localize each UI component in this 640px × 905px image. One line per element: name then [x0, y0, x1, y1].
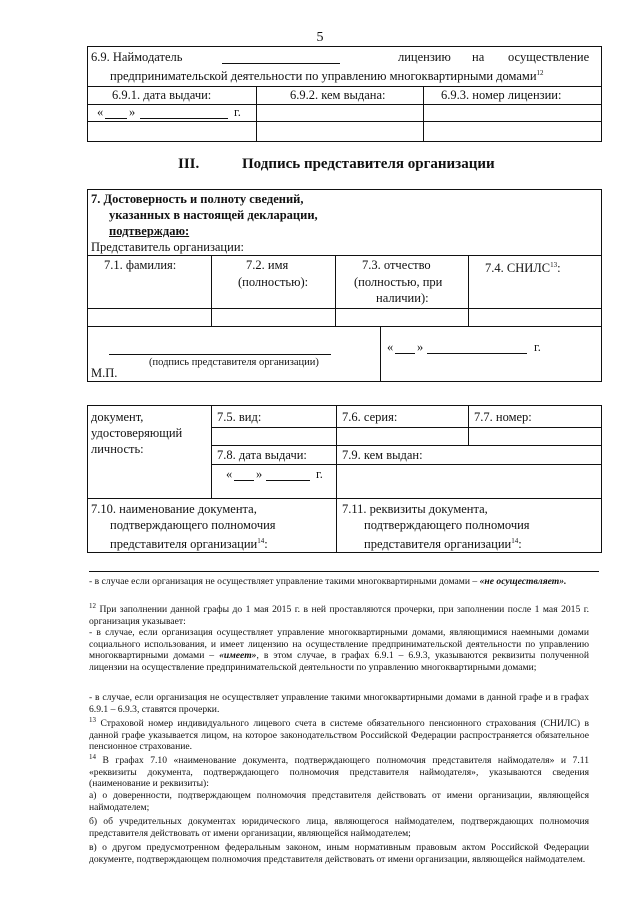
- field-7-10-label: 7.10. наименование документа,: [91, 502, 257, 516]
- implementation-word: осуществление: [508, 50, 590, 64]
- snils-input[interactable]: [469, 309, 601, 325]
- landlord-blank[interactable]: [222, 52, 340, 64]
- license-word: лицензию: [398, 50, 451, 64]
- id-doc-line-3: личность:: [91, 442, 144, 456]
- license-issuer-field[interactable]: [257, 105, 422, 141]
- field-7-11-sub: подтверждающего полномочия: [364, 518, 530, 532]
- page-number: 5: [316, 30, 324, 45]
- field-6-9-1-label: 6.9.1. дата выдачи:: [112, 88, 212, 102]
- id-doc-line-1: документ,: [91, 410, 144, 424]
- field-7-8-label: 7.8. дата выдачи:: [217, 448, 307, 462]
- field-7-2-label: 7.2. имя: [246, 258, 289, 272]
- confirm-line-2: указанных в настоящей декларации,: [109, 208, 318, 222]
- signature-caption: (подпись представителя организации): [149, 357, 319, 368]
- field-7-1-label: 7.1. фамилия:: [104, 258, 177, 272]
- representative-label: Представитель организации:: [91, 240, 244, 254]
- field-7-6-label: 7.6. серия:: [342, 410, 398, 424]
- field-7-11-sub2: представителя организации$^{14}$:: [364, 537, 522, 552]
- surname-input[interactable]: [88, 309, 210, 325]
- field-7-10-sub: подтверждающего полномочия: [110, 518, 276, 532]
- stamp-label: М.П.: [91, 366, 118, 380]
- footnote-13: $^{13}$ Страховой номер индивидуального лицевого счета в системе обязательного пенсионного страхования (СНИЛС) в данной графе указывается лицом, на которое законодательством Российской Федерации распространяется обязательное пенсионное страхование.: [89, 716, 589, 753]
- footnote-14-item-c: в) о другом предусмотренном федеральным законом, иным нормативным правовым актом Российской Федерации документе, подтверждающем полномочия представителя действовать от имени организации, являющейся наймодателем.: [89, 842, 589, 865]
- landlord-label: 6.9. Наймодатель: [91, 50, 183, 64]
- field-7-7-label: 7.7. номер:: [474, 410, 532, 424]
- confirm-line-1: 7. Достоверность и полноту сведений,: [91, 192, 304, 206]
- name-input[interactable]: [212, 309, 334, 325]
- doc-series-input[interactable]: [337, 428, 467, 444]
- field-7-2-sub: (полностью):: [238, 275, 309, 289]
- footnote-12: $^{12}$ При заполнении данной графы до 1 мая 2015 г. в ней проставляются прочерки, при заполнении после 1 мая 2015 г. организация указывает:: [89, 602, 589, 627]
- field-6-9-2-label: 6.9.2. кем выдана:: [290, 88, 386, 102]
- field-7-3-label: 7.3. отчество: [362, 258, 431, 272]
- footnote-12-item-a: - в случае, если организация осуществляет управление многоквартирными домами, являющимися наемными домами социального использования, и имеет лицензию на осуществление предпринимательской деятельности по управлению многоквартирными домами – «имеет», в этом случае, в графах 6.9.1 – 6.9.3, указываются реквизиты полученной лицензии на осуществление предпринимательской деятельности по управлению многоквартирными домами;: [89, 627, 589, 673]
- na-word: на: [472, 50, 485, 64]
- field-7-9-label: 7.9. кем выдан:: [342, 448, 423, 462]
- patronymic-input[interactable]: [336, 309, 467, 325]
- footnote-14-item-b: б) об учредительных документах юридического лица, являющегося наймодателем, подтверждающих полномочия представителя действовать от имени организации, являющейся наймодателем;: [89, 816, 589, 839]
- license-number-field[interactable]: [424, 105, 601, 141]
- field-6-9-3-label: 6.9.3. номер лицензии:: [441, 88, 562, 102]
- footnote-12-item-b: - в случае, если организация не осуществляет управление такими многоквартирными домами в данной графе и в графах 6.9.1 – 6.9.3, ставятся прочерки.: [89, 692, 589, 715]
- id-doc-line-2: удостоверяющий: [91, 426, 183, 440]
- doc-type-input[interactable]: [212, 428, 335, 444]
- field-7-11-label: 7.11. реквизиты документа,: [342, 502, 488, 516]
- confirm-line-3: подтверждаю:: [109, 224, 190, 238]
- field-7-3-sub: (полностью, при: [354, 275, 443, 289]
- footnote-separator: [89, 571, 599, 572]
- field-7-3-sub2: наличии):: [376, 291, 429, 305]
- license-activity-text: предпринимательской деятельности по управлению многоквартирными домами$^{12}$: [110, 69, 544, 84]
- field-7-4-label: 7.4. СНИЛС$^{13}$:: [485, 261, 561, 276]
- doc-number-input[interactable]: [469, 428, 601, 444]
- footnote-14: $^{14}$ В графах 7.10 «наименование документа, подтверждающего полномочия представителя наймодателя» и 7.11 «реквизиты документа, подтверждающего полномочия представителя наймодателя», указываются сведения (наименование и реквизиты):: [89, 753, 589, 790]
- doc-issuer-input[interactable]: [337, 465, 601, 497]
- footnote-14-item-a: а) о доверенности, подтверждающем полномочия представителя действовать от имени организации, являющейся наймодателем;: [89, 790, 589, 813]
- field-7-10-sub2: представителя организации$^{14}$:: [110, 537, 268, 552]
- field-7-5-label: 7.5. вид:: [217, 410, 262, 424]
- footnote-continuation: - в случае если организация не осуществляет управление такими многоквартирными домами – «не осуществляет».: [89, 576, 567, 587]
